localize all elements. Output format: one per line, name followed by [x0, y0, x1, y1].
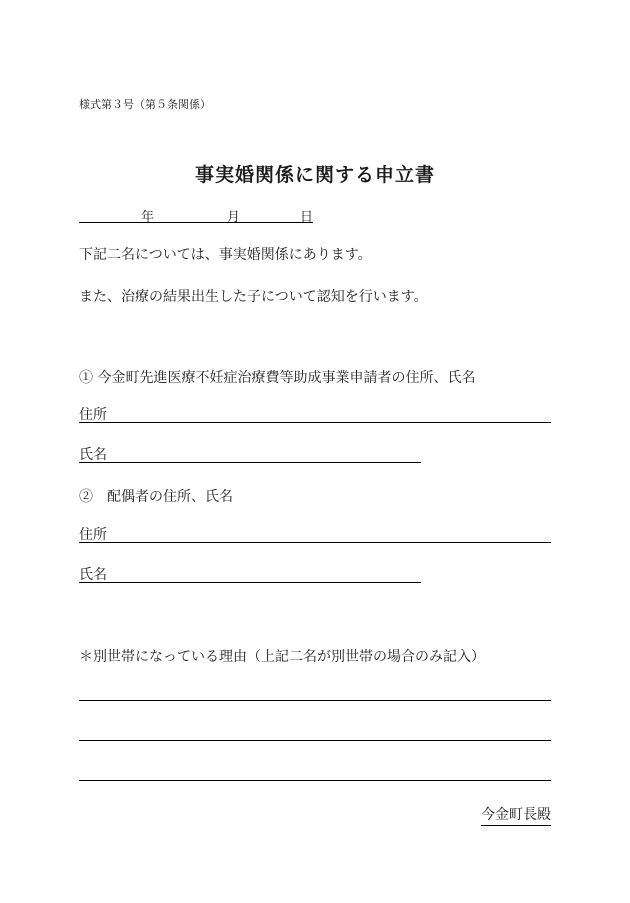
- spouse-heading: ② 配偶者の住所、氏名: [79, 489, 233, 505]
- reason-line-2[interactable]: [79, 740, 551, 741]
- form-number: 様式第３号（第５条関係）: [79, 98, 211, 111]
- spouse-name-label: 氏名: [79, 567, 107, 583]
- statement-acknowledgment: また、治療の結果出生した子について認知を行います。: [79, 289, 428, 305]
- applicant-address-field[interactable]: [79, 404, 551, 423]
- separate-household-note: ＊別世帯になっている理由（上記二名が別世帯の場合のみ記入）: [79, 649, 485, 665]
- date-year-label: 年: [141, 210, 155, 225]
- spouse-address-field[interactable]: [79, 524, 551, 543]
- applicant-heading: ① 今金町先進医療不妊症治療費等助成事業申請者の住所、氏名: [79, 370, 476, 386]
- applicant-address-label: 住所: [79, 407, 107, 423]
- applicant-name-field[interactable]: [79, 444, 421, 463]
- addressee: 今金町長殿: [481, 804, 551, 826]
- page-title: 事実婚関係に関する申立書: [194, 164, 435, 186]
- date-field[interactable]: [79, 206, 313, 223]
- spouse-address-label: 住所: [79, 527, 107, 543]
- spouse-name-field[interactable]: [79, 564, 421, 583]
- statement-relationship: 下記二名については、事実婚関係にあります。: [79, 247, 372, 263]
- reason-line-3[interactable]: [79, 780, 551, 781]
- reason-line-1[interactable]: [79, 700, 551, 701]
- date-day-label: 日: [300, 210, 314, 225]
- date-month-label: 月: [227, 210, 241, 225]
- applicant-name-label: 氏名: [79, 447, 107, 463]
